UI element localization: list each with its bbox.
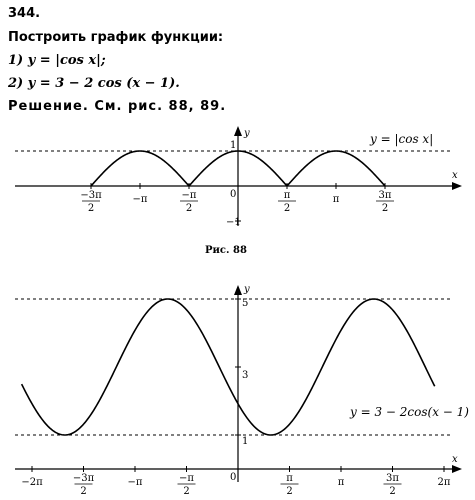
formula-88: y = |cos x| (370, 132, 434, 146)
y-tick-5: 5 (242, 298, 249, 309)
y-tick-1: 1 (230, 140, 237, 151)
y-tick-3: 3 (242, 370, 249, 381)
x-tick-neg-3pi-2-denominator: 2 (80, 486, 87, 497)
x-axis-label: x (452, 170, 458, 181)
origin-label: 0 (230, 472, 237, 483)
problem-item-2: 2) y = 3 − 2 cos (x − 1). (8, 76, 180, 91)
y-tick-1: 1 (242, 436, 249, 447)
x-tick-neg-pi-2-denominator: 2 (183, 486, 190, 497)
y-axis-arrow (234, 285, 242, 295)
y-tick-minus-1: −1 (226, 217, 241, 228)
problem-task: Построить график функции: (8, 30, 224, 45)
x-tick-pi-2-numerator: π (286, 473, 293, 484)
x-tick-3pi-2-numerator: 3π (386, 473, 399, 484)
x-tick-neg-pi-2-denominator: 2 (185, 203, 193, 214)
problem-item-1: 1) y = |cos x|; (8, 53, 106, 68)
x-tick-neg-3pi-2-numerator: −3π (72, 473, 95, 484)
x-tick-pi: π (332, 194, 340, 205)
x-tick-neg-3pi-2-numerator: −3π (80, 190, 102, 201)
x-tick-neg-pi-2-numerator: −π (181, 190, 197, 201)
x-ticks (21, 299, 451, 497)
origin-label: 0 (230, 189, 237, 200)
x-axis-arrow (452, 465, 462, 473)
x-tick-pi-2-denominator: 2 (283, 203, 291, 214)
x-tick-pi: π (337, 477, 345, 488)
x-tick-pi-2-denominator: 2 (286, 486, 293, 497)
x-tick-pi-2-numerator: π (283, 190, 291, 201)
x-tick-neg-pi: −π (127, 477, 143, 488)
x-tick-neg-2pi: −2π (21, 477, 43, 488)
caption-fig-88: Рис. 88 (205, 245, 247, 256)
x-tick-neg-3pi-2-denominator: 2 (87, 203, 95, 214)
solution-line: Решение. См. рис. 88, 89. (8, 99, 227, 114)
problem-number: 344. (8, 6, 41, 21)
x-tick-neg-pi: −π (132, 194, 148, 205)
y-axis-label: y (244, 128, 250, 139)
formula-89: y = 3 − 2cos(x − 1) (350, 405, 469, 419)
x-tick-3pi-2-denominator: 2 (389, 486, 396, 497)
x-tick-3pi-2-numerator: 3π (378, 190, 392, 201)
y-axis-label: y (244, 284, 250, 295)
x-tick-neg-pi-2-numerator: −π (179, 473, 194, 484)
x-tick-2pi: 2π (437, 477, 451, 488)
x-tick-3pi-2-denominator: 2 (381, 203, 389, 214)
x-axis-label: x (452, 454, 458, 465)
